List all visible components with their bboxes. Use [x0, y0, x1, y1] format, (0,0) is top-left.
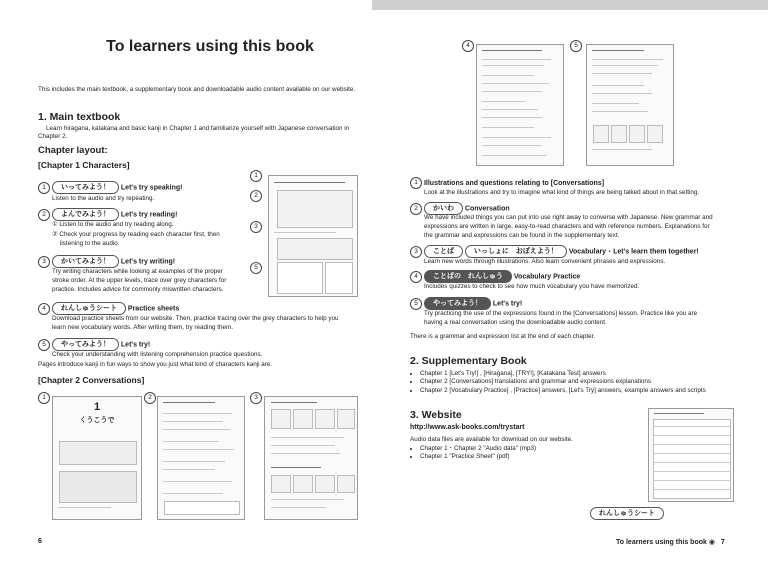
- footer: [616, 538, 725, 546]
- item-1-desc: Listen to the audio and try repeating.: [52, 195, 155, 202]
- item-tag: ことば: [424, 245, 463, 258]
- section3-bullet: • Chapter 1 "Practice Sheet" (pdf): [420, 453, 590, 461]
- right-item-4-row: [410, 270, 580, 283]
- item-label: Let's try reading!: [120, 211, 178, 219]
- item-tag: やってみよう！: [52, 338, 119, 351]
- section2-bullet: • Chapter 2 [Conversations] translations and grammar and expressions explanations: [420, 378, 750, 386]
- lets-try-thumbnail: [586, 44, 674, 166]
- right-item-3-row: [410, 245, 699, 258]
- item-tag: かいわ: [424, 202, 463, 215]
- item-3-line3: practice. Includes advice for commonly miswritten characters.: [52, 286, 224, 293]
- kanji-note: Pages introduce kanji in fun ways to show you just what kind of characters kanji are.: [38, 361, 273, 368]
- right-item-5-line1: Try practicing the use of the expressions found in the [Conversations] lesson. Practice like you are: [424, 310, 698, 317]
- chapter-title: くうこうで: [79, 417, 115, 424]
- practice-sheet-thumbnail: [648, 408, 734, 502]
- callout-5: 5: [570, 40, 582, 52]
- item-label: Conversation: [464, 205, 510, 213]
- section3-heading: 3. Website: [410, 409, 462, 421]
- section2-bullet: • Chapter 1 [Let's Try!] , [Hiragana], [TRY!], [Katakana Test] answers: [420, 370, 750, 378]
- item-label: Illustrations and questions relating to [Conversations]: [423, 179, 605, 187]
- page-title: To learners using this book: [106, 38, 314, 55]
- item-tag: やってみよう！: [424, 297, 491, 310]
- item-4-line1: Download practice sheets from our website. Then, practice tracing over the grey characters to help you: [52, 315, 339, 322]
- chapter2-vocabulary-thumbnail: [264, 396, 358, 520]
- chapter2-cover-thumbnail: [52, 396, 142, 520]
- section1-text: Learn hiragana, katakana and basic kanji in Chapter 1 and familiarize yourself with Japanese conversation in Chapter 2.: [38, 125, 350, 141]
- number-badge: 2: [38, 209, 50, 221]
- item-3-line1: Try writing characters while looking at examples of the proper: [52, 268, 223, 275]
- callout-3: 3: [250, 392, 262, 404]
- item-3-line2: stroke order. At the upper levels, trace over grey characters for: [52, 277, 227, 284]
- section2-bullet: • Chapter 2 [Vocabulary Practice] , [Practice] answers, [Let's Try] answers, example answers and scripts: [420, 387, 750, 395]
- callout-1: 1: [38, 392, 50, 404]
- item-label: Let's try!: [120, 341, 151, 349]
- item-tag: よんでみよう！: [52, 208, 119, 221]
- item-2-line3: listening to the audio.: [60, 240, 120, 247]
- chapter1-heading: [Chapter 1 Characters]: [38, 160, 130, 170]
- number-badge: 2: [410, 203, 422, 215]
- practice-sheet-tag: れんしゅうシート: [590, 507, 664, 520]
- number-badge: 1: [38, 182, 50, 194]
- chapter2-conversation-thumbnail: [157, 396, 245, 520]
- right-item-2-line2: expressions are written in large, easy-to-read characters and with reference numbers. Explanations for: [424, 223, 710, 230]
- item-label: Practice sheets: [127, 305, 180, 313]
- item-2-line2: ② Check your progress by reading each character first, then: [52, 231, 220, 238]
- section2-heading: 2. Supplementary Book: [410, 355, 527, 367]
- item-tag: ことばの れんしゅう: [424, 270, 512, 283]
- callout-4: 4: [462, 40, 474, 52]
- callout-5: 5: [250, 262, 262, 274]
- item-3-row: [38, 255, 175, 268]
- number-badge: 4: [410, 271, 422, 283]
- right-page-number: 7: [720, 539, 725, 546]
- chapter2-heading: [Chapter 2 Conversations]: [38, 375, 145, 385]
- callout-2: 2: [144, 392, 156, 404]
- intro-text: This includes the main textbook, a supplementary book and downloadable audio content available on our website.: [38, 86, 356, 93]
- practice-sheet-tag-row: [590, 505, 664, 523]
- item-5-desc: Check your understanding with listening comprehension practice questions.: [52, 351, 263, 358]
- item-label: Vocabulary Practice: [513, 273, 581, 281]
- item-tag: いってみよう！: [52, 181, 119, 194]
- item-tag-2: いっしょに おぼえよう！: [465, 245, 567, 258]
- callout-1: 1: [250, 170, 262, 182]
- top-band-left: [0, 0, 372, 10]
- number-badge: 3: [38, 256, 50, 268]
- item-label: Let's try writing!: [120, 258, 176, 266]
- section2-list: [410, 370, 750, 395]
- right-item-5-line2: having a real conversation using the downloadable audio content.: [424, 319, 607, 326]
- callout-2: 2: [250, 190, 262, 202]
- footer-title: To learners using this book: [616, 539, 707, 546]
- number-badge: 4: [38, 303, 50, 315]
- right-item-5-row: [410, 297, 522, 310]
- item-2-line1: ① Listen to the audio and try reading along.: [52, 221, 174, 228]
- item-label: Let's try speaking!: [120, 184, 183, 192]
- section1-heading: 1. Main textbook: [38, 111, 121, 123]
- number-badge: 1: [410, 177, 422, 189]
- vocab-practice-thumbnail: [476, 44, 564, 166]
- item-label: Let's try!: [492, 300, 523, 308]
- callout-3: 3: [250, 221, 262, 233]
- footer-dot-icon: ◉: [708, 539, 715, 546]
- right-item-2-line3: the grammar and expressions can be found in the supplementary text.: [424, 232, 620, 239]
- item-label: Vocabulary・Let's learn them together!: [568, 248, 699, 256]
- right-item-3-desc: Learn new words through illustrations. Also learn convenient phrases and expressions.: [424, 258, 666, 265]
- number-badge: 5: [410, 298, 422, 310]
- item-tag: かいてみよう！: [52, 255, 119, 268]
- grammar-note: There is a grammar and expression list at the end of each chapter.: [410, 333, 596, 340]
- item-4-line2: learn new vocabulary words. After writing them, try reading them.: [52, 324, 233, 331]
- number-badge: 5: [38, 339, 50, 351]
- chapter-layout-heading: Chapter layout:: [38, 145, 108, 156]
- right-item-4-desc: Includes quizzes to check to see how much vocabulary you have memorized.: [424, 283, 640, 290]
- right-item-1-row: [410, 177, 604, 189]
- section3-text: Audio data files are available for download on our website.: [410, 436, 573, 443]
- right-item-2-line1: We have included things you can put into use right away to converse with Japanese. New grammar and: [424, 214, 713, 221]
- item-4-row: [38, 302, 179, 315]
- section3-bullet: • Chapter 1・Chapter 2 "Audio data" (mp3): [420, 445, 590, 453]
- right-item-1-desc: Look at the illustrations and try to imagine what kind of things are being talked about in that setting.: [424, 189, 700, 196]
- item-1-row: [38, 181, 182, 194]
- left-page-number: 6: [38, 538, 42, 545]
- chapter1-sample-thumbnail: [268, 175, 358, 297]
- item-tag: れんしゅうシート: [52, 302, 126, 315]
- chapter-number: 1: [93, 401, 101, 413]
- website-url[interactable]: http://www.ask-books.com/trystart: [410, 424, 525, 431]
- item-2-row: [38, 208, 177, 221]
- section3-list: [410, 445, 590, 462]
- item-5-row: [38, 338, 150, 351]
- number-badge: 3: [410, 246, 422, 258]
